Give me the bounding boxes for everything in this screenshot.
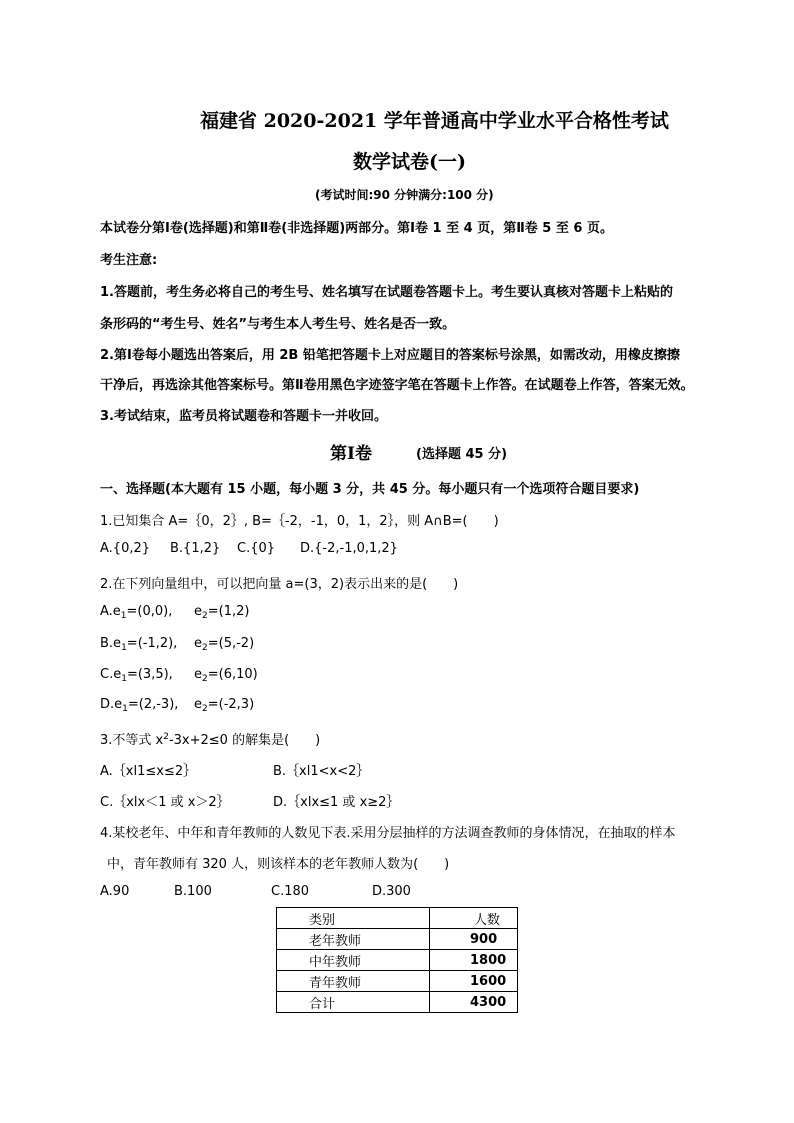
table-header-row [277,908,518,929]
question-3-stem: 3.不等式 $x^2-3x+2\le 0$ 的解集是( ) [100,732,321,748]
note-3: 3.考试结束，监考员将试题卷和答题卡一并收回。 [100,409,387,424]
note-1-line-2: 条形码的“考生号、姓名”与考生本人考生号、姓名是否一致。 [100,317,456,332]
question-2-option-b-e2: $e_2=(5,-2)$ [194,636,255,653]
question-2-option-c: $C.e_1=(3,5)$, [100,667,173,684]
question-1-option-b: B.{1,2} [170,541,221,556]
question-2-option-a-e2: $e_2=(1,2)$ [194,604,250,621]
note-2-line-2: 干净后，再选涂其他答案标号。第Ⅱ卷用黑色字迹签字笔在答题卡上作答。在试题卷上作答，答案无效。 [100,378,694,393]
question-2-option-c-e2: $e_2=(6,10)$ [194,667,258,684]
question-1-option-a: A.{0,2} [100,541,151,556]
page-title: 福建省 2020-2021 学年普通高中学业水平合格性考试 [200,110,669,132]
question-3-option-b: B.｛xl1<x<2｝ [273,764,370,779]
question-3-option-d: D.｛xlx≤1 或 x≥2｝ [273,795,400,810]
table-cell: 4300 [430,992,518,1013]
question-4-option-c: C.180 [271,884,310,899]
question-1-option-d: D.{-2,-1,0,1,2} [300,541,398,556]
question-4-option-b: B.100 [174,884,212,899]
question-4-stem-line-1: 4.某校老年、中年和青年教师的人数见下表.采用分层抽样的方法调查教师的身体情况，在抽取的样本 [100,826,676,841]
table-cell: 青年教师 [277,971,430,992]
note-1-line-1: 1.答题前，考生务必将自己的考生号、姓名填写在试题卷答题卡上。考生要认真核对答题卡上粘贴的 [100,285,673,300]
question-1-option-c: C.{0} [237,541,276,556]
exam-info: (考试时间:90 分钟满分:100 分) [315,188,494,202]
table-row [277,971,518,992]
table-header-cell: 人数 [430,908,518,929]
page-subtitle: 数学试卷(一) [353,151,466,173]
question-2-stem: 2.在下列向量组中，可以把向量 a=(3，2)表示出来的是( ) [100,577,459,592]
question-4-stem-line-2: 中，青年教师有 320 人，则该样本的老年教师人数为( ) [107,857,450,872]
table-row [277,950,518,971]
question-1-stem: 1.已知集合 A=｛0，2｝, B=｛-2，-1，0，1，2｝，则 A∩B=( ) [100,514,499,529]
table-cell: 老年教师 [277,929,430,950]
table-row [277,992,518,1013]
table-cell: 合计 [277,992,430,1013]
question-4-option-a: A.90 [100,884,130,899]
notice-label: 考生注意: [100,253,158,268]
question-2-option-a: $A.e_1=(0,0)$, [100,604,173,621]
question-4-option-d: D.300 [372,884,411,899]
question-2-option-d-e2: $e_2=(-2,3)$ [194,697,255,714]
question-3-option-a: A.｛xl1≤x≤2｝ [100,764,197,779]
part-1-title: 第Ⅰ卷 [330,444,372,464]
table-cell: 900 [430,929,518,950]
table-cell: 1800 [430,950,518,971]
intro-line: 本试卷分第Ⅰ卷(选择题)和第Ⅱ卷(非选择题)两部分。第Ⅰ卷 1 至 4 页，第Ⅱ卷 5 至 6 页。 [100,221,613,236]
question-3-option-c: C.｛xlx＜1 或 x＞2｝ [100,795,230,810]
teacher-count-table [276,907,518,1013]
question-2-option-b: $B.e_1=(-1,2)$, [100,636,178,653]
section-instructions: 一、选择题(本大题有 15 小题，每小题 3 分，共 45 分。每小题只有一个选项符合题目要求) [100,482,640,497]
table-row [277,929,518,950]
table-header-cell: 类别 [277,908,430,929]
table-cell: 1600 [430,971,518,992]
question-2-option-d: $D.e_1=(2,-3)$, [100,697,179,714]
part-1-subtitle: (选择题 45 分) [416,447,508,462]
note-2-line-1: 2.第Ⅰ卷每小题选出答案后，用 2B 铅笔把答题卡上对应题目的答案标号涂黑，如需改动，用橡皮擦擦 [100,348,680,363]
table-cell: 中年教师 [277,950,430,971]
